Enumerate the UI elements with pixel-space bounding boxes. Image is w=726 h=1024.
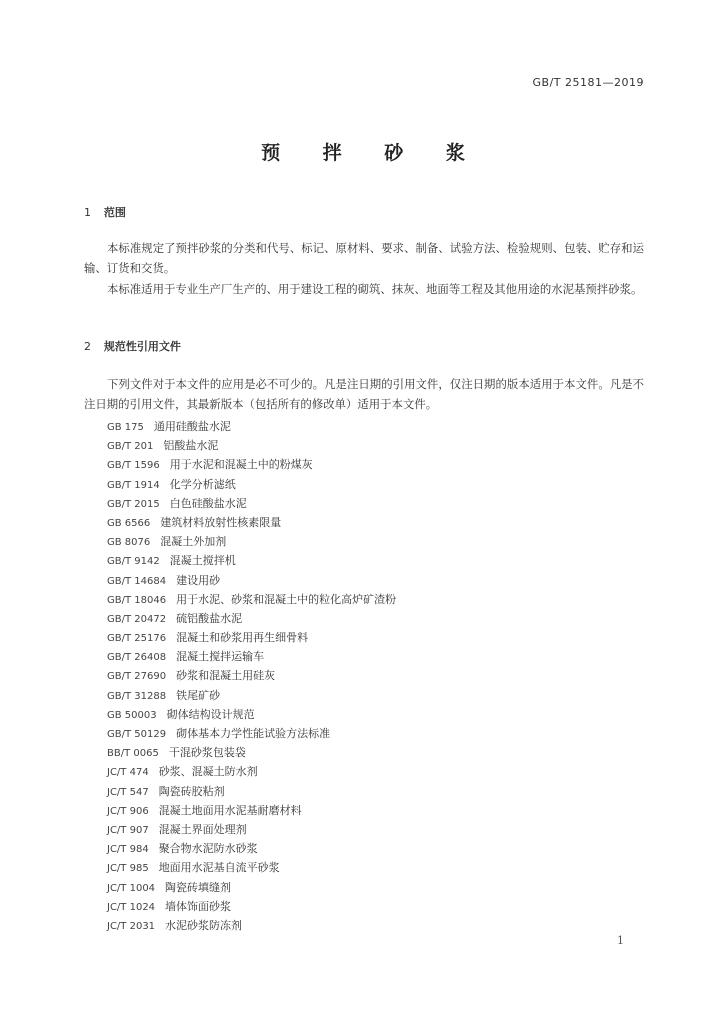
reference-item: [107, 705, 396, 724]
reference-code: JC/T 985: [107, 863, 149, 875]
reference-title: 砌体结构设计规范: [166, 707, 255, 721]
reference-title: 砂浆、混凝土防水剂: [158, 765, 258, 779]
reference-code: BB/T 0065: [107, 748, 159, 760]
reference-code: GB/T 27690: [107, 671, 167, 683]
reference-item: [107, 762, 396, 781]
paragraph: 下列文件对于本文件的应用是必不可少的。凡是注日期的引用文件，仅注日期的版本适用于本文件。凡是不注日期的引用文件，其最新版本（包括所有的修改单）适用于本文件。: [84, 377, 644, 411]
normative-references-list: [107, 417, 396, 935]
reference-title: 地面用水泥基自流平砂浆: [158, 861, 280, 875]
section-2-heading: [84, 338, 181, 354]
reference-item: [107, 532, 396, 551]
reference-code: JC/T 547: [107, 786, 149, 798]
reference-item: [107, 897, 396, 916]
reference-code: JC/T 1004: [107, 882, 156, 894]
reference-item: [107, 513, 396, 532]
reference-item: [107, 820, 396, 839]
reference-item: [107, 590, 396, 609]
reference-item: [107, 455, 396, 474]
reference-item: [107, 475, 396, 494]
reference-code: JC/T 906: [107, 805, 149, 817]
section-number: 2: [84, 340, 91, 353]
reference-item: [107, 551, 396, 570]
section-number: 1: [84, 206, 91, 219]
reference-title: 建筑材料放射性核素限量: [160, 515, 282, 529]
reference-code: GB 50003: [107, 709, 157, 721]
reference-code: GB/T 25176: [107, 633, 167, 645]
reference-code: GB/T 20472: [107, 613, 167, 625]
reference-title: 混凝土搅拌机: [169, 554, 236, 568]
page-number: 1: [617, 934, 624, 947]
reference-title: 混凝土外加剂: [160, 535, 227, 549]
reference-code: GB/T 9142: [107, 556, 160, 568]
paragraph: 本标准适用于专业生产厂生产的、用于建设工程的砌筑、抹灰、地面等工程及其他用途的水泥基预拌砂浆。: [107, 282, 643, 296]
section-title: 范围: [103, 206, 126, 219]
reference-code: GB/T 201: [107, 441, 154, 453]
reference-code: JC/T 907: [107, 824, 149, 836]
reference-title: 铝酸盐水泥: [163, 439, 219, 453]
reference-item: [107, 494, 396, 513]
reference-title: 硫铝酸盐水泥: [176, 611, 243, 625]
reference-item: [107, 839, 396, 858]
reference-code: GB/T 31288: [107, 690, 167, 702]
reference-title: 砂浆和混凝土用硅灰: [176, 669, 276, 683]
reference-title: 陶瓷砖填缝剂: [165, 880, 232, 894]
reference-title: 墙体饰面砂浆: [165, 899, 232, 913]
reference-item: [107, 782, 396, 801]
reference-title: 建设用砂: [176, 573, 221, 587]
reference-item: [107, 571, 396, 590]
reference-code: JC/T 984: [107, 844, 149, 856]
reference-code: GB/T 26408: [107, 652, 167, 664]
reference-item: [107, 666, 396, 685]
paragraph: 本标准规定了预拌砂浆的分类和代号、标记、原材料、要求、制备、试验方法、检验规则、包装、贮存和运输、订货和交货。: [84, 241, 644, 275]
reference-item: [107, 647, 396, 666]
reference-title: 通用硅酸盐水泥: [153, 420, 231, 433]
reference-item: [107, 417, 396, 436]
section-1-heading: [84, 204, 126, 220]
reference-title: 混凝土和砂浆用再生细骨料: [176, 631, 309, 645]
document-title: 预 拌 砂 浆: [261, 142, 483, 164]
reference-code: GB 8076: [107, 537, 151, 549]
reference-title: 混凝土搅拌运输车: [176, 650, 265, 664]
reference-code: GB/T 2015: [107, 498, 160, 510]
reference-title: 聚合物水泥防水砂浆: [158, 842, 258, 856]
reference-code: GB/T 14684: [107, 575, 167, 587]
reference-code: GB/T 1914: [107, 479, 160, 491]
reference-title: 铁尾矿砂: [176, 688, 221, 702]
reference-code: JC/T 2031: [107, 920, 156, 932]
reference-code: GB/T 50129: [107, 729, 167, 740]
reference-item: [107, 916, 396, 935]
reference-title: 砌体基本力学性能试验方法标准: [176, 727, 331, 740]
reference-title: 混凝土地面用水泥基耐磨材料: [158, 803, 302, 817]
reference-code: GB/T 1596: [107, 460, 160, 472]
reference-item: [107, 686, 396, 705]
reference-item: [107, 801, 396, 820]
reference-item: [107, 628, 396, 647]
reference-item: [107, 724, 396, 743]
reference-title: 水泥砂浆防冻剂: [165, 918, 243, 932]
reference-title: 用于水泥、砂浆和混凝土中的粒化高炉矿渣粉: [176, 592, 397, 606]
section-title: 规范性引用文件: [103, 340, 181, 353]
reference-title: 用于水泥和混凝土中的粉煤灰: [169, 458, 313, 472]
reference-code: JC/T 474: [107, 767, 149, 779]
reference-code: GB 175: [107, 422, 144, 433]
reference-code: JC/T 1024: [107, 901, 156, 913]
reference-title: 陶瓷砖胶粘剂: [158, 784, 225, 798]
reference-code: GB 6566: [107, 517, 151, 529]
reference-item: [107, 878, 396, 897]
reference-item: [107, 609, 396, 628]
reference-code: GB/T 18046: [107, 594, 167, 606]
reference-title: 白色硅酸盐水泥: [169, 496, 247, 510]
reference-item: [107, 436, 396, 455]
reference-title: 干混砂浆包装袋: [168, 746, 246, 760]
standard-code: GB/T 25181—2019: [532, 76, 644, 89]
reference-item: [107, 858, 396, 877]
reference-title: 混凝土界面处理剂: [158, 822, 247, 836]
reference-title: 化学分析滤纸: [169, 477, 236, 491]
reference-item: [107, 743, 396, 762]
